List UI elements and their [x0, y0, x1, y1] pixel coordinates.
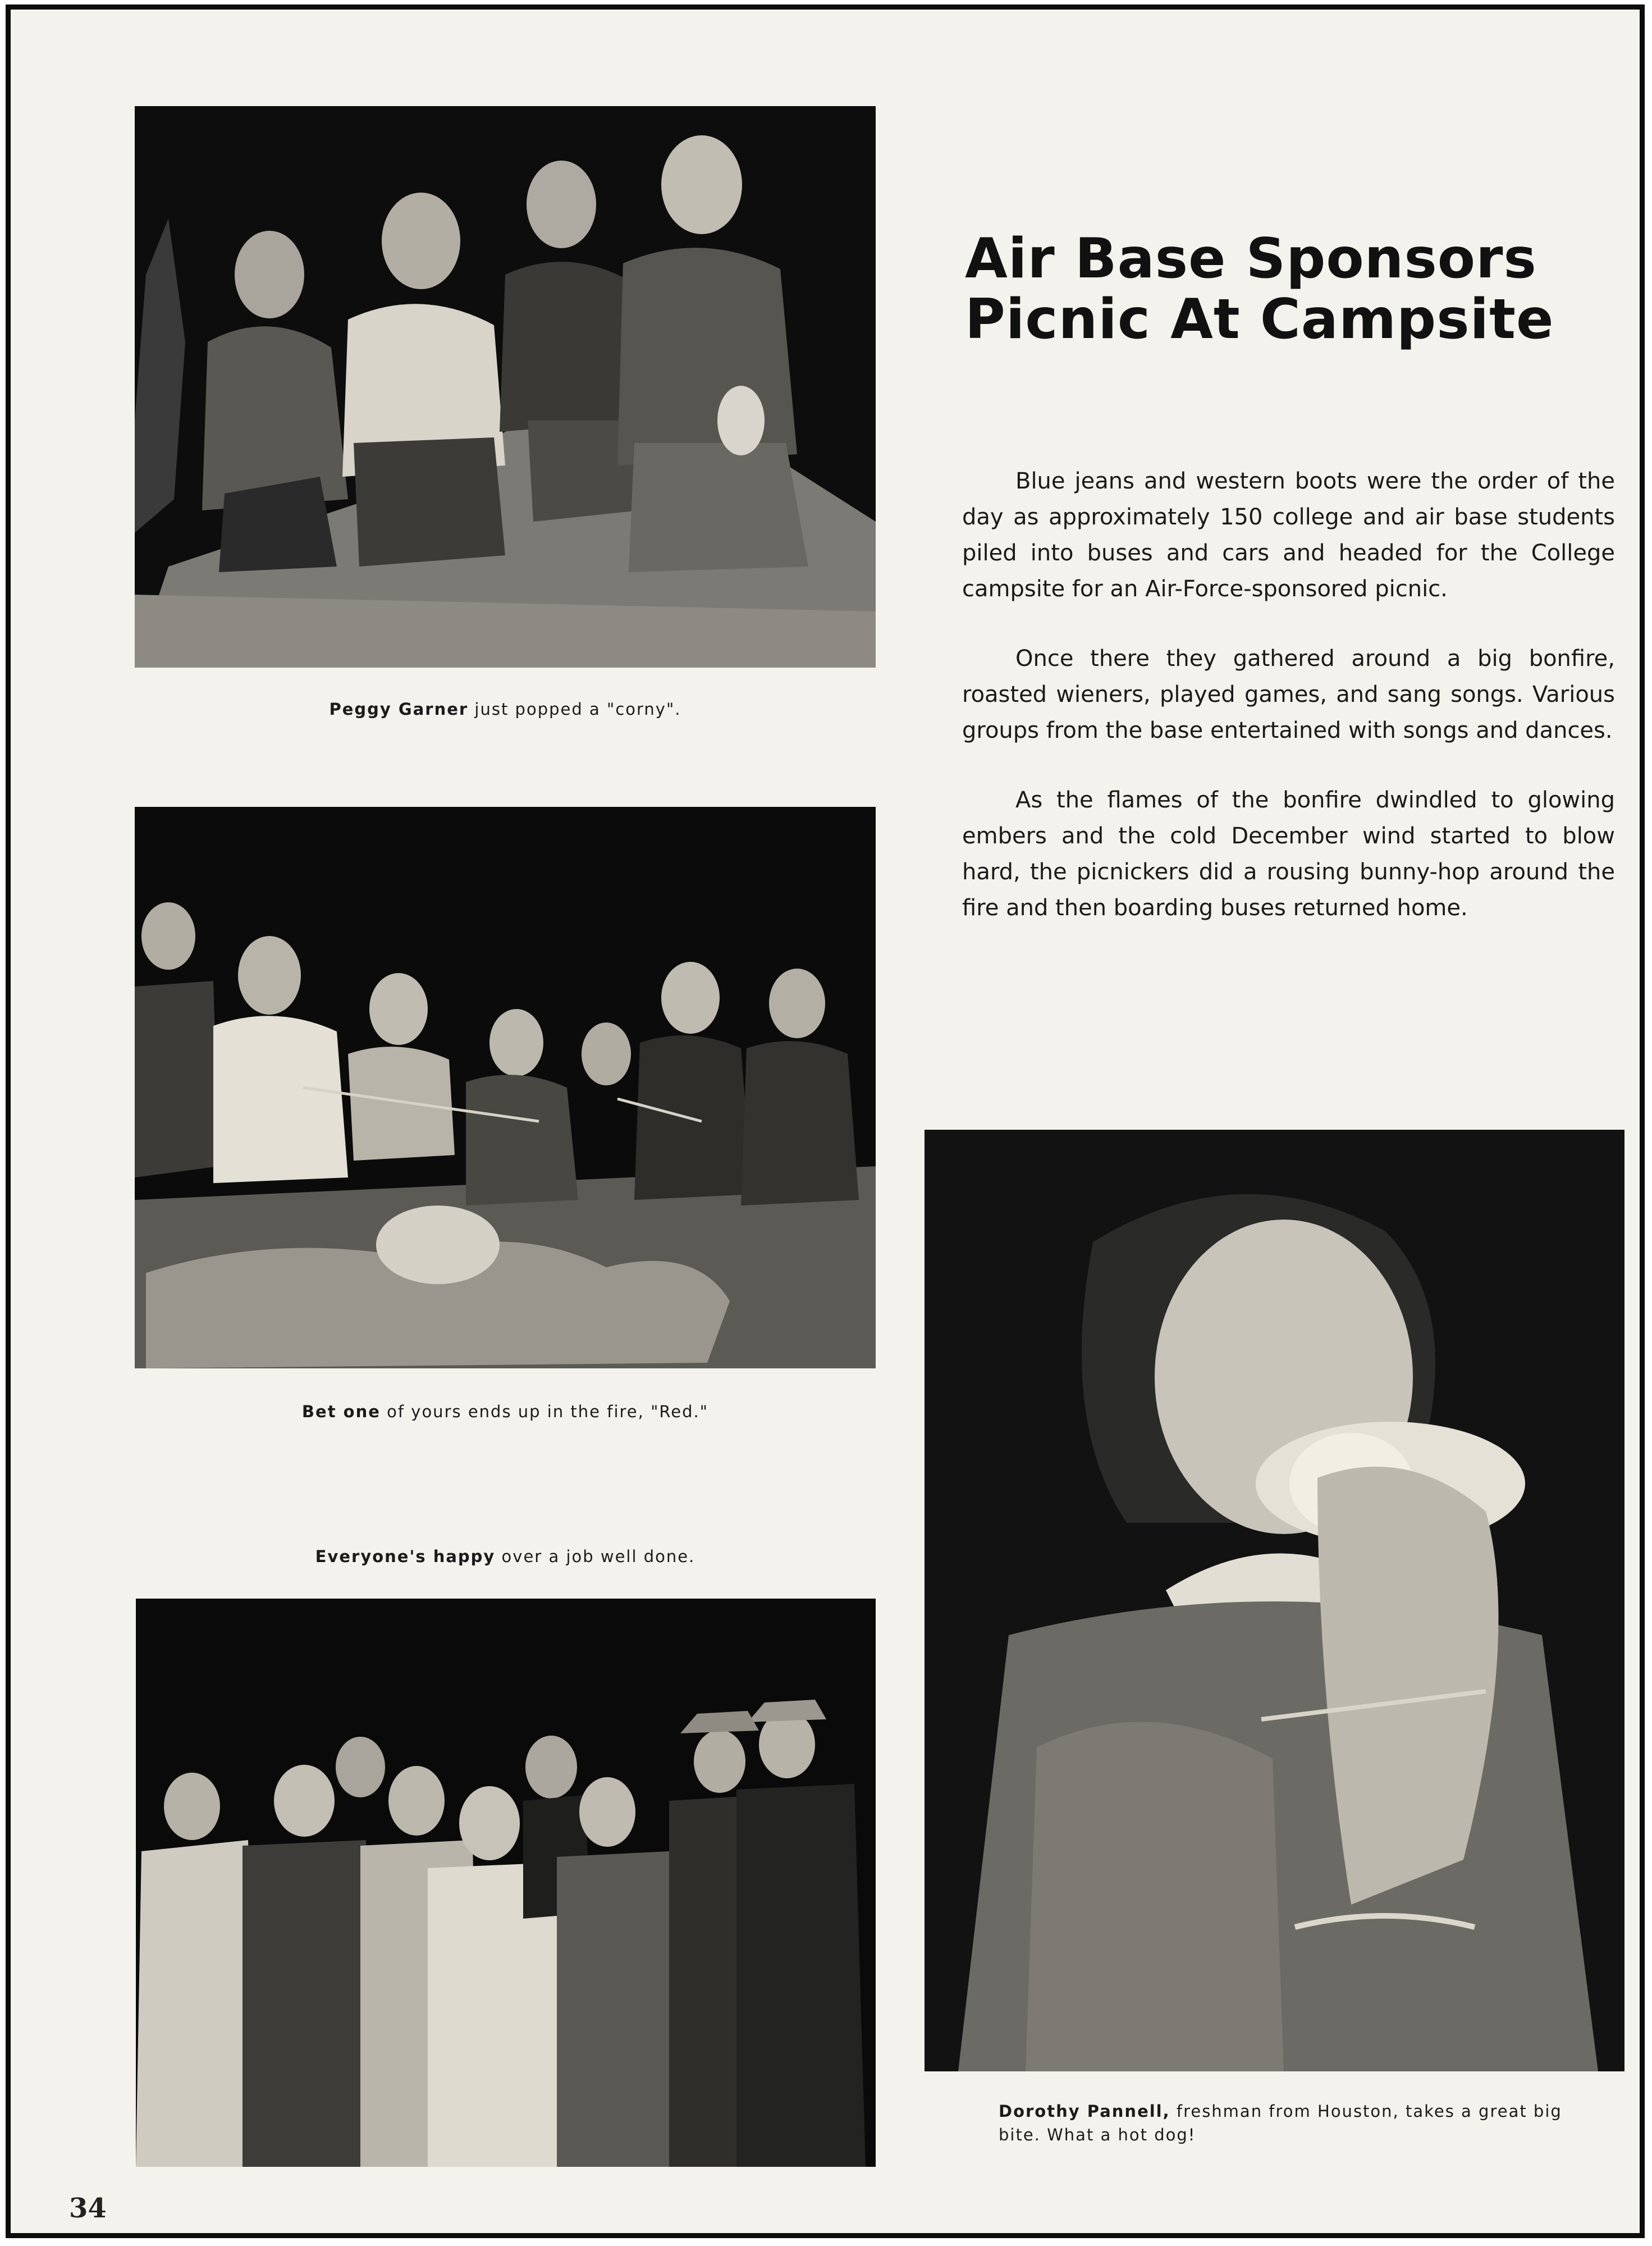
caption-photo2: [135, 1400, 876, 1423]
article-headline: [965, 229, 1627, 350]
caption-photo1-text: just popped a "corny".: [468, 700, 681, 719]
caption-photo4: [999, 2099, 1571, 2147]
caption-photo1: [135, 697, 876, 721]
caption-photo4-bold: Dorothy Pannell,: [999, 2102, 1170, 2121]
article-paragraph-3: As the flames of the bonfire dwindled to glowing embers and the cold December wind started to blow hard, the picnickers did a rousing bunny-hop around the fire and then boarding buses returned home.: [962, 787, 1615, 921]
article-body: [962, 463, 1615, 960]
caption-photo4-text: freshman from Houston, takes a great big bite. What a hot dog!: [999, 2102, 1562, 2144]
caption-photo2-text: of yours ends up in the fire, "Red.": [380, 1402, 709, 1421]
headline-line-1: Air Base Sponsors: [965, 227, 1537, 291]
caption-photo3-text: over a job well done.: [495, 1547, 695, 1566]
photo-girl-eating-hot-dog: [925, 1130, 1624, 2071]
caption-photo2-bold: Bet one: [301, 1402, 381, 1421]
caption-photo3: [135, 1545, 876, 1568]
yearbook-page: [6, 4, 1645, 2238]
caption-photo1-bold: Peggy Garner: [329, 700, 469, 719]
article-paragraph-1: Blue jeans and western boots were the order of the day as approximately 150 college and air base students piled into buses and cars and headed for the College campsite for an Air-Force-sponsored picnic.: [962, 468, 1615, 602]
photo-roasting-wieners: [135, 807, 876, 1368]
photo-students-on-rock: [135, 106, 876, 668]
page-number: 34: [69, 2193, 107, 2224]
photo-group-portrait: [136, 1599, 876, 2167]
headline-line-2: Picnic At Campsite: [965, 287, 1554, 351]
caption-photo3-bold: Everyone's happy: [315, 1547, 496, 1566]
article-paragraph-2: Once there they gathered around a big bonfire, roasted wieners, played games, and sang songs. Various groups from the base entertained with songs and dances.: [962, 646, 1615, 743]
